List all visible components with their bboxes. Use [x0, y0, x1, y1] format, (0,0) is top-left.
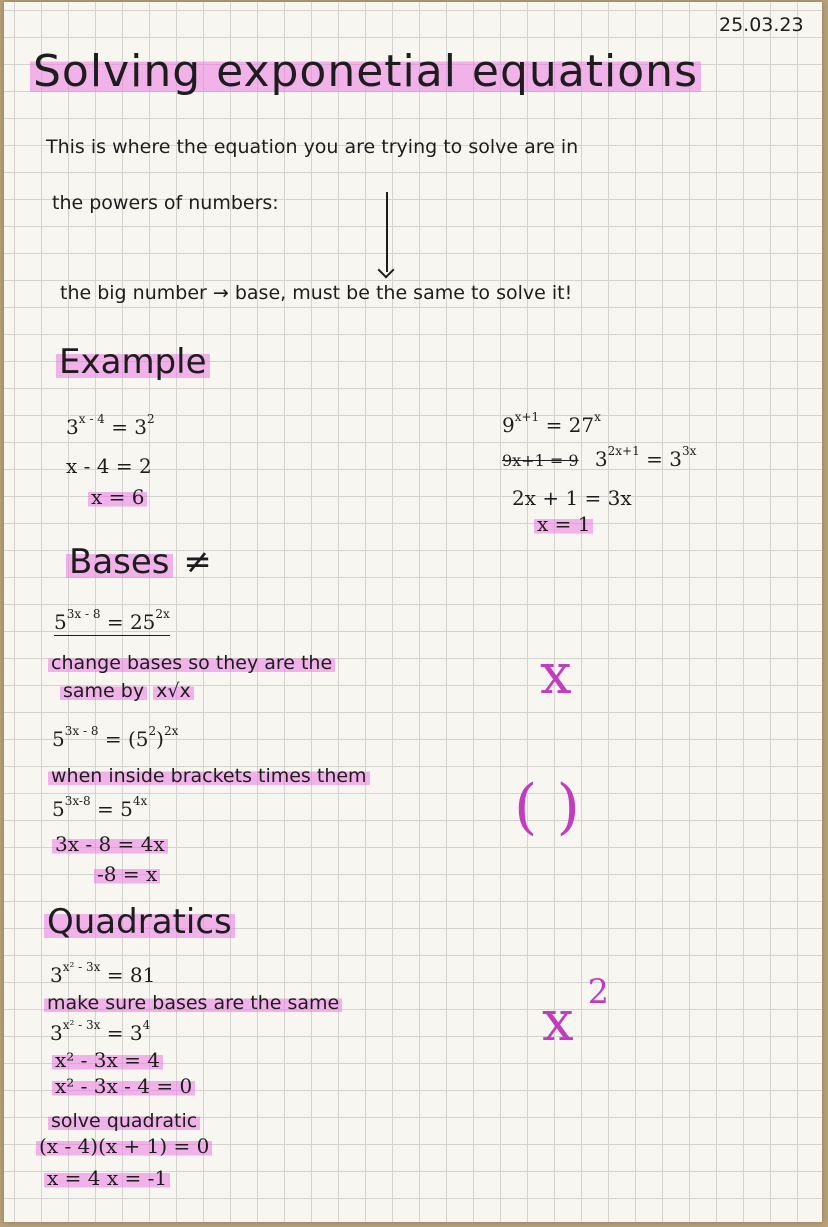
bases-heading: Bases ≠ — [66, 542, 212, 582]
intro-line-1: This is where the equation you are trying to solve are in — [46, 136, 579, 158]
bases-note-1: change bases so they are the — [48, 652, 335, 674]
bases-step-4: -8 = x — [94, 862, 160, 886]
bases-step-2: $5^{3x-8} = 5^{4x}$ — [52, 794, 148, 821]
bases-note-2: same by x√x — [60, 680, 194, 702]
quadratics-step-5: x = 4 x = -1 — [44, 1166, 170, 1190]
bases-note-3: when inside brackets times them — [48, 765, 370, 787]
quadratics-step-1: $3^{x^2 - 3x} = 3^4$ — [50, 1018, 151, 1045]
quadratics-note-2: solve quadratic — [48, 1110, 200, 1132]
page-title: Solving exponetial equations — [30, 46, 701, 97]
down-arrow-icon — [386, 192, 388, 272]
example-left-line-2: x - 4 = 2 — [66, 454, 152, 478]
example-right-line-3: 2x + 1 = 3x — [512, 486, 632, 510]
example-left-line-1: $3^{x - 4} = 3^2$ — [66, 412, 155, 439]
bases-step-1: $5^{3x - 8} = (5^2)^{2x}$ — [52, 724, 179, 751]
example-right-line-1: $9^{x+1} = 27^x$ — [502, 410, 601, 437]
example-right-line-2: 9x+1 = 9 $3^{2x+1} = 3^{3x}$ — [502, 444, 697, 471]
quadratics-step-3: x² - 3x - 4 = 0 — [52, 1074, 195, 1098]
notebook-page — [4, 2, 822, 1222]
base-note: the big number → base, must be the same to solve it! — [60, 282, 573, 304]
example-right-line-4: x = 1 — [534, 512, 593, 536]
symbol-brackets: ( ) — [514, 772, 580, 842]
date: 25.03.23 — [719, 14, 804, 36]
example-left-line-3: x = 6 — [88, 485, 147, 509]
quadratics-heading: Quadratics — [44, 902, 235, 942]
example-heading: Example — [56, 342, 210, 382]
not-equal-icon: ≠ — [183, 542, 212, 582]
bases-equation: $5^{3x - 8} = 25^{2x}$ — [54, 607, 170, 634]
quadratics-step-4: (x - 4)(x + 1) = 0 — [36, 1134, 212, 1158]
symbol-x-squared: x $^2$ — [542, 972, 609, 1054]
intro-line-2: the powers of numbers: — [52, 192, 279, 214]
quadratics-step-2: x² - 3x = 4 — [52, 1048, 163, 1072]
quadratics-note: make sure bases are the same — [44, 992, 342, 1014]
symbol-x: x — [540, 642, 572, 707]
quadratics-equation: $3^{x^2 - 3x} = 81$ — [50, 960, 156, 987]
bases-step-3: 3x - 8 = 4x — [52, 832, 168, 856]
right-arrow-icon: → — [212, 282, 235, 304]
